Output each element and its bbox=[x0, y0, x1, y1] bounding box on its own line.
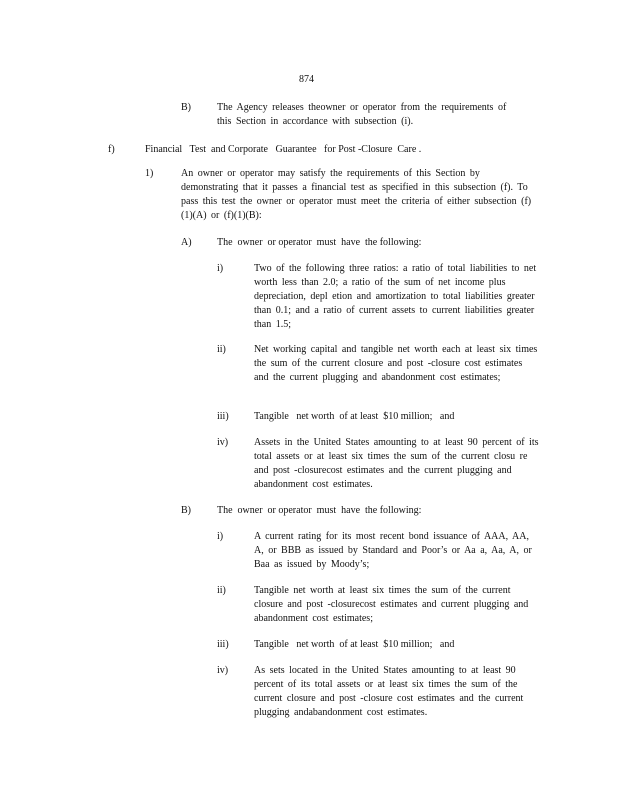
sub-b-item-iv-text: As sets located in the United States amounting to at least 90 percent of its total assets or at least six times the sum of the current closure and post -closure cost estimates and the current plugging andabandonment cost estimates. bbox=[254, 665, 524, 718]
sub-a-item-i-text: Two of the following three ratios: a ratio of total liabilities to net worth less than 2.0; a ratio of the sum of net income plus depreciation, depl etion and amortization to total liabilities greater than 0.1; and a ratio of current assets to current liabilities greater than 1.5; bbox=[254, 263, 537, 330]
para-1-text: An owner or operator may satisfy the requirements of this Section by demonstrating that it passes a financial test as specified in this subsection (f). To pass this test the owner or operator must meet the criteria of either subsection (f)(1)(A) or (f)(1)(B): bbox=[181, 168, 532, 221]
sub-a-item-iv-text: Assets in the United States amounting to at least 90 percent of its total assets or at least six times the sum of the current closu re and post -closurecost estimates and the current plugging and abandonment cost estimates. bbox=[254, 437, 539, 490]
sub-b-text: The owner or operator must have the following: bbox=[217, 505, 422, 516]
sub-a-item-iv-label: iv) bbox=[217, 437, 229, 448]
sub-a-item-i-label: i) bbox=[217, 263, 224, 274]
sub-a-label: A) bbox=[181, 237, 192, 248]
sub-a-item-ii-text: Net working capital and tangible net worth each at least six times the sum of the current closure and post -closure cost estimates and the current plugging and abandonment cost estimates; bbox=[254, 344, 538, 383]
para-1-label: 1) bbox=[145, 168, 154, 179]
sub-b-item-i-label: i) bbox=[217, 531, 224, 542]
sub-b-item-iv-label: iv) bbox=[217, 665, 229, 676]
sub-a-item-iii-text: Tangible net worth of at least $10 million; and bbox=[254, 411, 455, 422]
sub-b-item-ii-label: ii) bbox=[217, 585, 226, 596]
sub-a-item-ii-label: ii) bbox=[217, 344, 226, 355]
section-f-heading: Financial Test and Corporate Guarantee for Post -Closure Care . bbox=[145, 144, 422, 155]
sub-b-item-iii-label: iii) bbox=[217, 639, 229, 650]
page-number: 874 bbox=[299, 74, 314, 85]
intro-label: B) bbox=[181, 102, 191, 113]
sub-b-label: B) bbox=[181, 505, 191, 516]
sub-b-item-ii-text: Tangible net worth at least six times the sum of the current closure and post -closurecost estimates and current plugging and abandonment cost estimates; bbox=[254, 585, 529, 624]
sub-b-item-iii-text: Tangible net worth of at least $10 million; and bbox=[254, 639, 455, 650]
intro-text: The Agency releases theowner or operator from the requirements of this Section in accordance with subsection (i). bbox=[217, 102, 507, 127]
sub-b-item-i-text: A current rating for its most recent bond issuance of AAA, AA, A, or BBB as issued by Standard and Poor’s or Aa a, Aa, A, or Baa as issued by Moody’s; bbox=[254, 531, 532, 570]
sub-a-text: The owner or operator must have the following: bbox=[217, 237, 422, 248]
sub-a-item-iii-label: iii) bbox=[217, 411, 229, 422]
section-f-label: f) bbox=[108, 144, 115, 155]
